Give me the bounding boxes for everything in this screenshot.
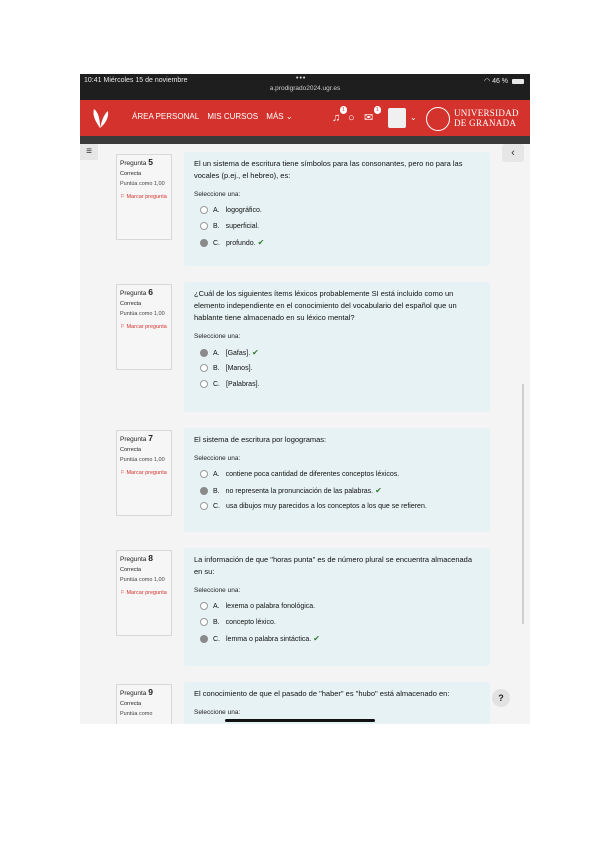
question-card: [184, 152, 490, 266]
answer-option[interactable]: A. contiene poca cantidad de diferentes conceptos léxicos.: [194, 467, 480, 483]
radio-button[interactable]: [200, 470, 208, 478]
question-prompt: Seleccione una:: [194, 587, 241, 594]
collapse-chevron-icon[interactable]: ‹: [502, 144, 524, 162]
status-time: 10:41 Miércoles 15 de noviembre: [84, 77, 188, 84]
answer-option[interactable]: B. concepto léxico.: [194, 615, 480, 631]
flag-icon: ⚐: [120, 470, 125, 476]
question-state: Correcta: [120, 447, 142, 453]
radio-button[interactable]: [200, 222, 208, 230]
question-card: [184, 548, 490, 666]
answer-option[interactable]: B. superficial.: [194, 219, 480, 235]
nav-mis-cursos[interactable]: MIS CURSOS: [207, 112, 259, 121]
university-seal-icon: [426, 107, 450, 131]
question-state: Correcta: [120, 171, 142, 177]
question-text: El conocimiento de que el pasado de "haber" es "hubo" está almacenado en:: [194, 689, 450, 698]
check-icon: ✔: [257, 238, 265, 247]
question-text: El sistema de escritura por logogramas:: [194, 435, 327, 444]
battery-label: 46 %: [492, 78, 509, 85]
question-state: Correcta: [120, 301, 142, 307]
question-number: Pregunta 6: [120, 287, 153, 297]
radio-button[interactable]: [200, 635, 208, 643]
answer-option[interactable]: B. no representa la pronunciación de las palabras. ✔: [194, 483, 480, 499]
flag-question-link[interactable]: ⚐ Marcar pregunta: [120, 194, 167, 200]
question-info: [116, 684, 172, 724]
mail-icon[interactable]: ✉: [364, 112, 374, 124]
question-prompt: Seleccione una:: [194, 709, 241, 716]
question-prompt: Seleccione una:: [194, 455, 241, 462]
radio-button[interactable]: [200, 618, 208, 626]
status-bar: [80, 74, 530, 100]
top-nav: [80, 100, 530, 136]
question-state: Correcta: [120, 701, 142, 707]
check-icon: ✔: [375, 486, 382, 495]
question-prompt: Seleccione una:: [194, 333, 241, 340]
nav-mas[interactable]: MÁS ⌄: [266, 112, 293, 121]
answer-option[interactable]: C. [Palabras].: [194, 377, 480, 393]
question-number: Pregunta 9: [120, 687, 153, 697]
question-mark: Puntúa como 1,00: [120, 311, 165, 317]
radio-button[interactable]: [200, 349, 208, 357]
flag-icon: ⚐: [120, 590, 125, 596]
question-info: [116, 430, 172, 516]
avatar[interactable]: [388, 108, 406, 128]
screenshot: [80, 74, 530, 724]
radio-button[interactable]: [200, 206, 208, 214]
message-badge: 1: [376, 107, 379, 113]
check-icon: ✔: [313, 634, 320, 643]
question-number: Pregunta 7: [120, 433, 153, 443]
answer-option[interactable]: A. [Gafas]. ✔: [194, 345, 480, 361]
question-prompt: Seleccione una:: [194, 191, 241, 198]
question-info: [116, 154, 172, 240]
scrollbar[interactable]: [522, 384, 524, 624]
question-text: La información de que "horas punta" es de número plural se encuentra almacenada en su:: [194, 555, 473, 576]
address-url[interactable]: a.prodigrado2024.ugr.es: [269, 85, 341, 92]
answer-option[interactable]: A. logográfico.: [194, 203, 480, 219]
leaf-logo-icon[interactable]: [88, 106, 112, 130]
question-card: [184, 682, 490, 724]
flag-question-link[interactable]: ⚐ Marcar pregunta: [120, 470, 167, 476]
radio-button[interactable]: [200, 602, 208, 610]
flag-question-link[interactable]: ⚐ Marcar pregunta: [120, 324, 167, 330]
flag-question-link[interactable]: ⚐ Marcar pregunta: [120, 590, 167, 596]
sub-nav-strip: [80, 136, 530, 144]
radio-button[interactable]: [200, 239, 208, 247]
status-dots: •••: [296, 75, 307, 82]
radio-button[interactable]: [200, 502, 208, 510]
help-button[interactable]: ?: [492, 689, 510, 707]
flag-icon: ⚐: [120, 324, 125, 330]
question-state: Correcta: [120, 567, 142, 573]
chat-icon[interactable]: ○: [348, 112, 355, 124]
answer-option[interactable]: C. profundo. ✔: [194, 235, 480, 251]
question-mark: Puntúa como 1,00: [120, 457, 165, 463]
home-indicator[interactable]: [225, 719, 375, 722]
university-name: UNIVERSIDAD DE GRANADA: [454, 108, 519, 128]
question-info: [116, 284, 172, 370]
nav-links: [132, 112, 299, 121]
radio-button[interactable]: [200, 380, 208, 388]
question-text: ¿Cuál de los siguientes ítems léxicos probablemente SI está incluido como un elemento independiente en el conocimiento del vocabulario del español que un hablante tiene almacenado en su léxico mental?: [194, 289, 457, 322]
battery-icon: [512, 79, 524, 84]
answer-option[interactable]: C. usa dibujos muy parecidos a los conceptos a los que se refieren.: [194, 499, 480, 515]
status-right: [484, 77, 524, 85]
notification-badge: 1: [342, 107, 345, 113]
question-info: [116, 550, 172, 636]
question-mark: Puntúa como 1,00: [120, 577, 165, 583]
question-mark: Puntúa como: [120, 711, 153, 717]
check-icon: ✔: [252, 348, 259, 357]
flag-icon: ⚐: [120, 194, 125, 200]
answer-option[interactable]: C. lemma o palabra sintáctica. ✔: [194, 631, 480, 647]
question-number: Pregunta 5: [120, 157, 153, 167]
nav-area-personal[interactable]: ÁREA PERSONAL: [132, 112, 200, 121]
question-number: Pregunta 8: [120, 553, 153, 563]
drawer-menu-icon[interactable]: ≡: [80, 144, 98, 160]
wifi-icon: ◠: [484, 78, 491, 85]
chevron-down-icon[interactable]: ⌄: [410, 113, 417, 122]
question-card: [184, 282, 490, 412]
answer-option[interactable]: B. [Manos].: [194, 361, 480, 377]
bell-icon[interactable]: ♫: [332, 112, 341, 124]
question-card: [184, 428, 490, 532]
answer-option[interactable]: A. lexema o palabra fonológica.: [194, 599, 480, 615]
radio-button[interactable]: [200, 487, 208, 495]
question-mark: Puntúa como 1,00: [120, 181, 165, 187]
question-text: El un sistema de escritura tiene símbolos para las consonantes, pero no para las vocales (p.ej., el hebreo), es:: [194, 159, 463, 180]
radio-button[interactable]: [200, 364, 208, 372]
